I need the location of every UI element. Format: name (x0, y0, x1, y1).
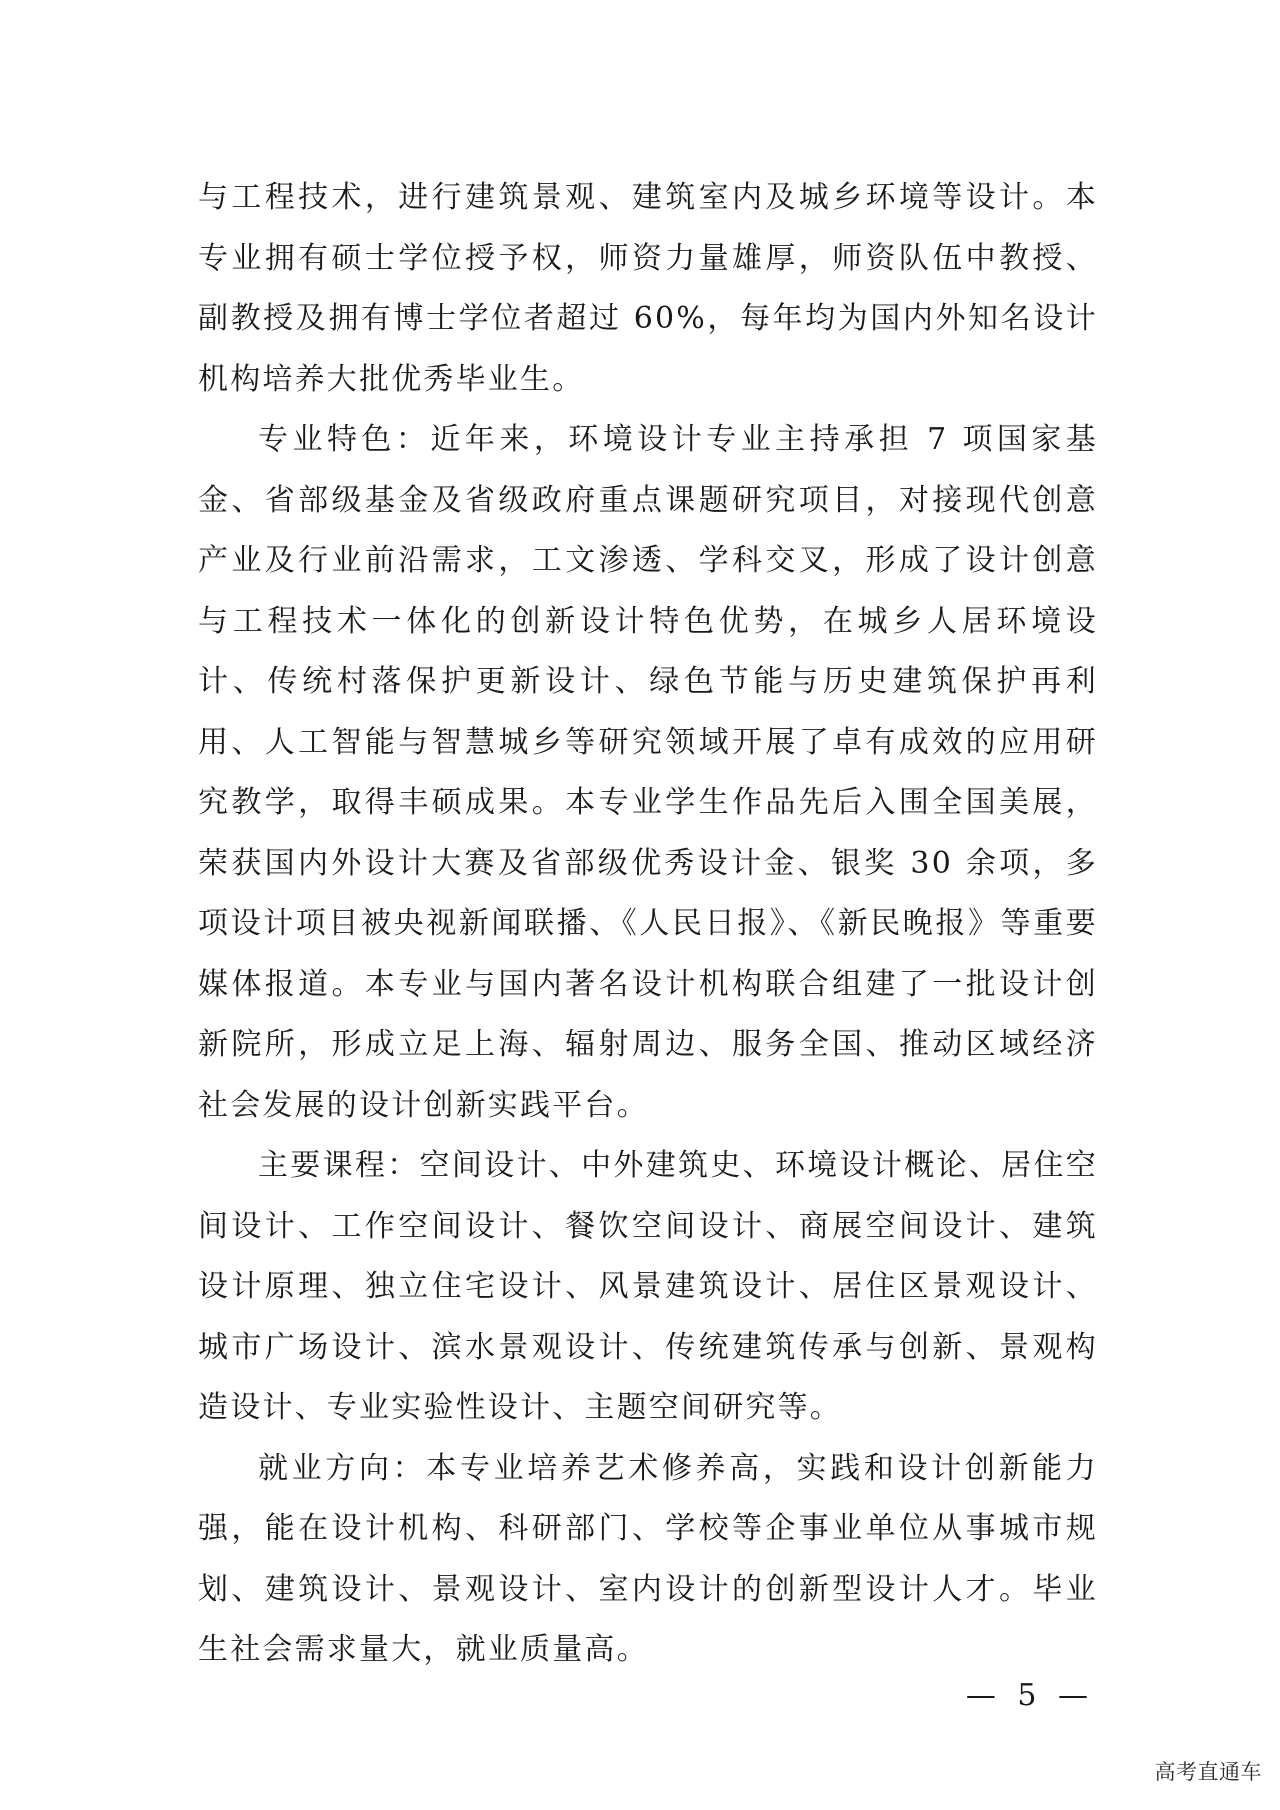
paragraph-features: 专业特色：近年来，环境设计专业主持承担 7 项国家基金、省部级基金及省级政府重点课题研究项目，对接现代创意产业及行业前沿需求，工文渗透、学科交叉，形成了设计创意与工程技术一体化的创新设计特色优势，在城乡人居环境设计、传统村落保护更新设计、绿色节能与历史建筑保护再利用、人工智能与智慧城乡等研究领域开展了卓有成效的应用研究教学，取得丰硕成果。本专业学生作品先后入围全国美展，荣获国内外设计大赛及省部级优秀设计金、银奖 30 余项，多项设计项目被央视新闻联播、《人民日报》、《新民晚报》等重要媒体报道。本专业与国内著名设计机构联合组建了一批设计创新院所，形成立足上海、辐射周边、服务全国、推动区域经济社会发展的设计创新实践平台。 (198, 422, 1098, 1123)
page-number: — 5 — (965, 1678, 1094, 1713)
document-body (198, 168, 1098, 1681)
paragraph-courses: 主要课程：空间设计、中外建筑史、环境设计概论、居住空间设计、工作空间设计、餐饮空间设计、商展空间设计、建筑设计原理、独立住宅设计、风景建筑设计、居住区景观设计、城市广场设计、滨水景观设计、传统建筑传承与创新、景观构造设计、专业实验性设计、主题空间研究等。 (198, 1148, 1098, 1425)
watermark-text: 高考直通车 (1154, 1760, 1262, 1784)
paragraph-continuation: 与工程技术，进行建筑景观、建筑室内及城乡环境等设计。本专业拥有硕士学位授予权，师资力量雄厚，师资队伍中教授、副教授及拥有博士学位者超过 60%，每年均为国内外知名设计机构培养大批优秀毕业生。 (198, 180, 1098, 397)
paragraph-employment: 就业方向：本专业培养艺术修养高，实践和设计创新能力强，能在设计机构、科研部门、学校等企事业单位从事城市规划、建筑设计、景观设计、室内设计的创新型设计人才。毕业生社会需求量大，就业质量高。 (198, 1450, 1098, 1667)
